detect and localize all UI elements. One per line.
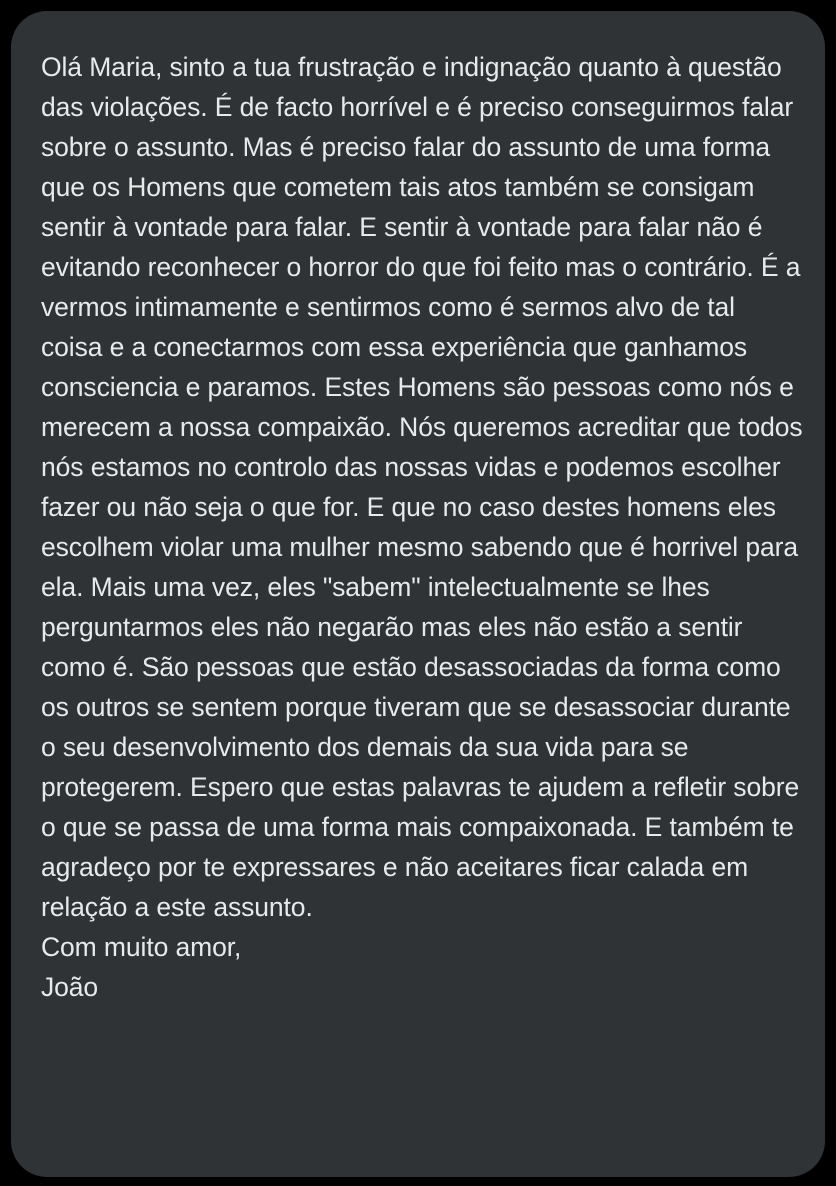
message-bubble (11, 11, 825, 1177)
message-text: Olá Maria, sinto a tua frustração e indignação quanto à questão das violações. É de facto horrível e é preciso conseguirmos falar sobre o assunto. Mas é preciso falar do assunto de uma forma que os Homens que cometem tais atos também se consigam sentir à vontade para falar. E sentir à vontade para falar não é evitando reconhecer o horror do que foi feito mas o contrário. É a vermos intimamente e sentirmos como é sermos alvo de tal coisa e a conectarmos com essa experiência que ganhamos consciencia e paramos. Estes Homens são pessoas como nós e merecem a nossa compaixão. Nós queremos acreditar que todos nós estamos no controlo das nossas vidas e podemos escolher fazer ou não seja o que for. E que no caso destes homens eles escolhem violar uma mulher mesmo sabendo que é horrivel para ela. Mais uma vez, eles "sabem" intelectualmente se lhes perguntarmos eles não negarão mas eles não estão a sentir como é. São pessoas que estão desassociadas da forma como os outros se sentem porque tiveram que se desassociar durante o seu desenvolvimento dos demais da sua vida para se protegerem. Espero que estas palavras te ajudem a refletir sobre o que se passa de uma forma mais compaixonada. E também te agradeço por te expressares e não aceitares ficar calada em relação a este assunto. Com muito amor, João (41, 52, 803, 1002)
